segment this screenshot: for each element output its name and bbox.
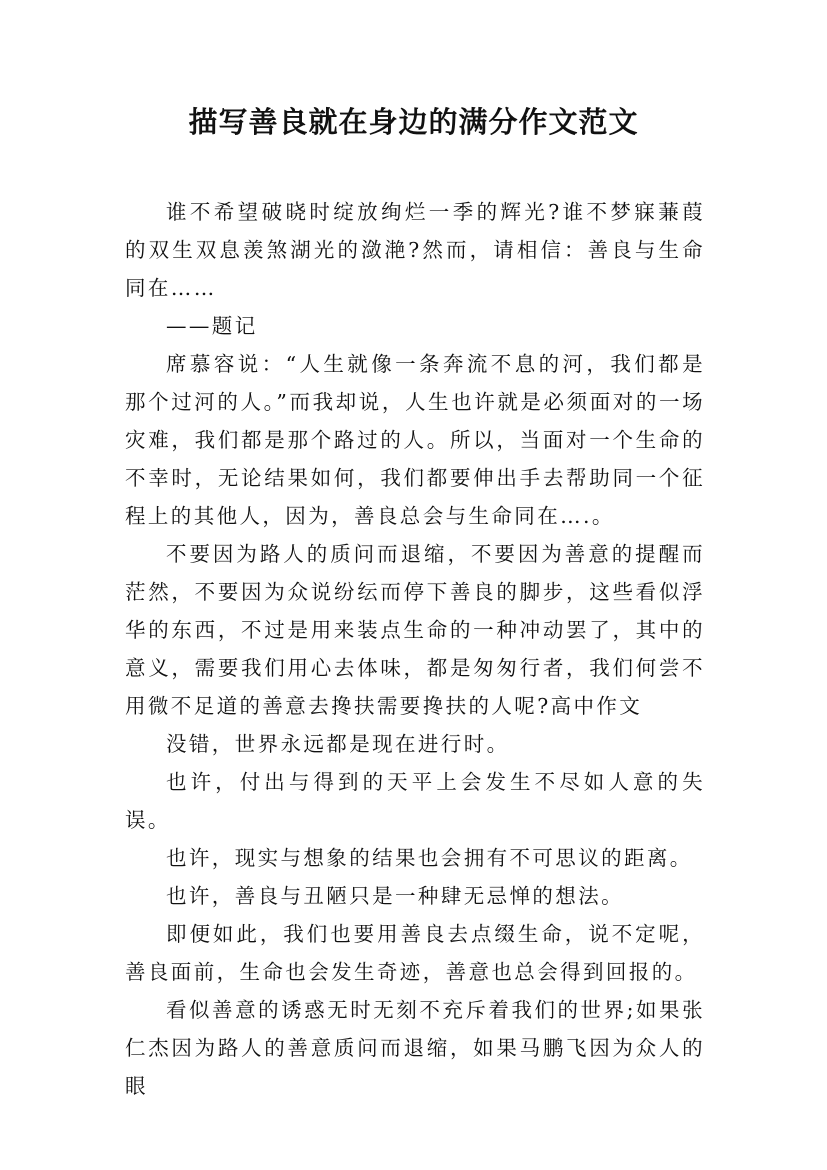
paragraph-quote: 席慕容说：“人生就像一条奔流不息的河，我们都是那个过河的人。”而我却说，人生也许就是必须面对的一场灾难，我们都是那个路过的人。所以，当面对一个生命的不幸时，无论结果如何，我们都要伸出手去帮助同一个征程上的其他人，因为，善良总会与生命同在….。 xyxy=(125,352,705,528)
paragraph-epigraph: 谁不希望破晓时绽放绚烂一季的辉光?谁不梦寐蒹葭的双生双息羡煞湖光的潋滟?然而，请相信：善良与生命同在…… xyxy=(125,200,705,300)
paragraph-epigraph-attribution: ——题记 xyxy=(166,314,258,338)
paragraph-body: 不要因为路人的质问而退缩，不要因为善意的提醒而茫然，不要因为众说纷纭而停下善良的脚步，这些看似浮华的东西，不过是用来装点生命的一种冲动罢了，其中的意义，需要我们用心去体味，都是匆匆行者，我们何尝不用微不足道的善意去搀扶需要搀扶的人呢?高中作文 xyxy=(125,542,705,718)
paragraph-body: 即便如此，我们也要用善良去点缀生命，说不定呢，善良面前，生命也会发生奇迹，善意也总会得到回报的。 xyxy=(125,922,705,984)
paragraph-body: 没错，世界永远都是现在进行时。 xyxy=(166,732,510,756)
paragraph-body: 也许，付出与得到的天平上会发生不尽如人意的失误。 xyxy=(125,770,705,832)
document-body xyxy=(125,193,705,1105)
paragraph-body: 也许，现实与想象的结果也会拥有不可思议的距离。 xyxy=(166,846,693,870)
document-title: 描写善良就在身边的满分作文范文 xyxy=(188,105,639,139)
paragraph-body: 看似善意的诱惑无时无刻不充斥着我们的世界;如果张仁杰因为路人的善意质问而退缩，如果马鹏飞因为众人的眼 xyxy=(125,998,705,1098)
paragraph-body: 也许，善良与丑陋只是一种肆无忌惮的想法。 xyxy=(166,884,624,908)
